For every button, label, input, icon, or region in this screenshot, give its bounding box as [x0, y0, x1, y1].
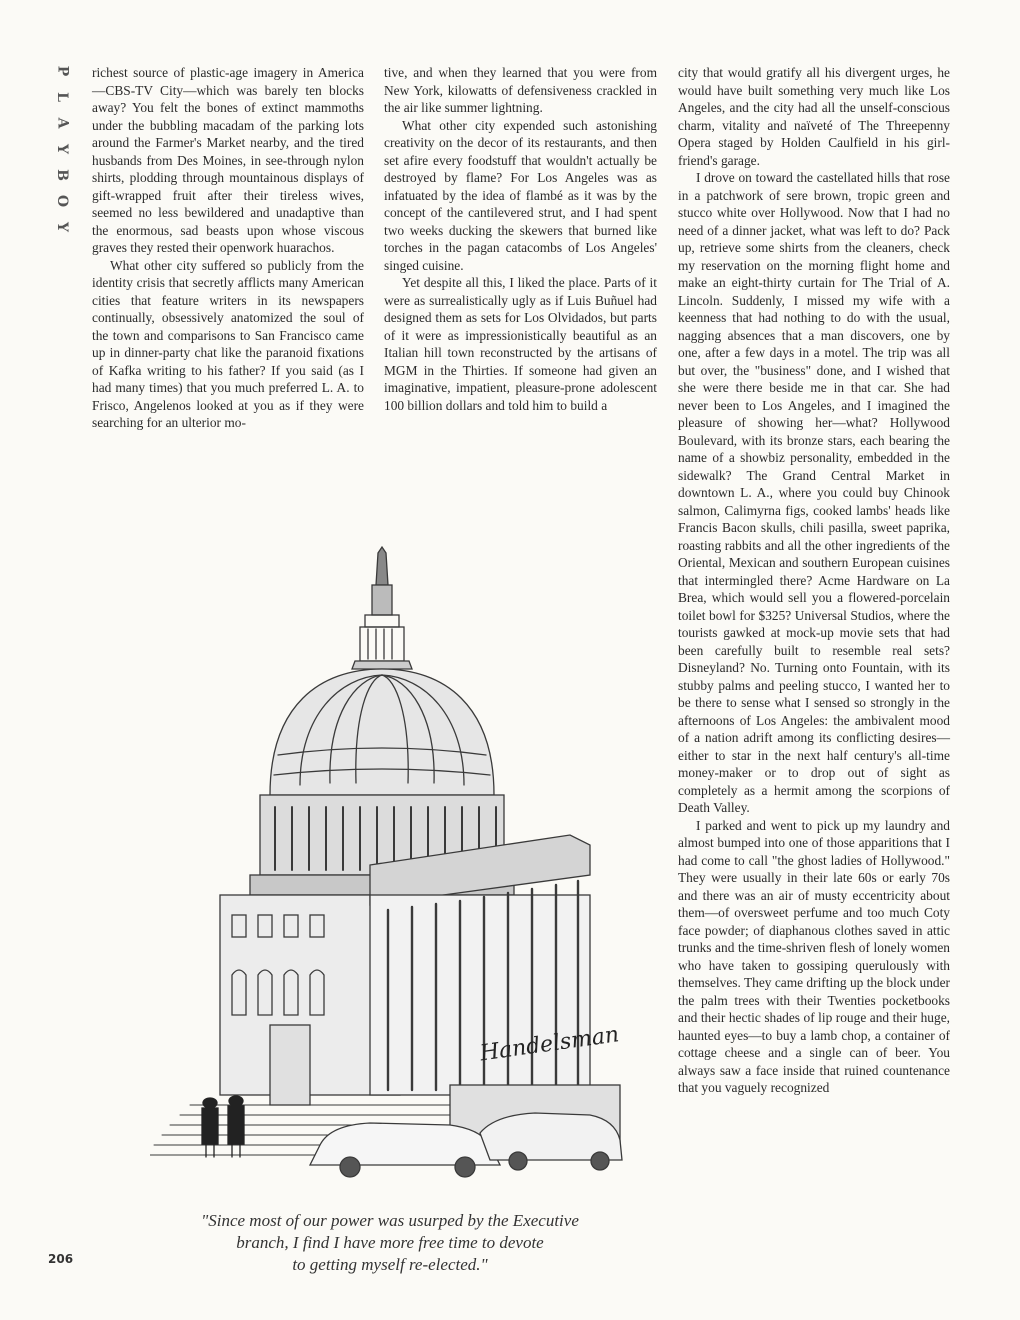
logo-letter: O	[53, 194, 70, 208]
paragraph: I parked and went to pick up my laundry and almost bumped into one of those apparitions that I had come to call "the ghost ladies of Hollywood." They were usually in their late 60s or early 70s and there was an air of musty eccentricity about them—of oversweet perfume and too much Coty face powder; of diaphanous clothes saved in attic trunks and the time-shriven flesh of lonely women who have taken to gossiping querulously with themselves. They came drifting up the block under the palm trees with their Twenties pocketbooks and their hectic shades of lip rouge and their huge, haunted eyes—to buy a lamb chop, a container of cottage cheese and a single can of beer. You always saw a face inside that ruined countenance that you vaguely recognized	[678, 817, 950, 1095]
logo-letter: Y	[54, 144, 70, 154]
logo-letter: Y	[54, 222, 70, 232]
column-2	[384, 64, 657, 414]
caption-line: to getting myself re-elected."	[292, 1255, 488, 1274]
paragraph: What other city expended such astonishing creativity on the decor of its restaurants, and then set afire every foodstuff that wouldn't actually be destroyed by flame? For Los Angeles was as infatuated by the idea of flambé as it was by the concept of the cantilevered strut, and I had spent two weeks ducking the skewers that burned like torches in the pagan catacombs of Los Angeles' singed cuisine.	[384, 117, 657, 273]
caption-line: "Since most of our power was usurped by the Executive	[201, 1211, 579, 1230]
logo-letter: L	[54, 92, 70, 102]
paragraph: richest source of plastic-age imagery in America—CBS-TV City—which was barely ten blocks away? You felt the bones of extinct mammoths under the bubbling macadam of the parking lots around the Farmer's Market nearby, and the tired husbands from Des Moines, in see-through nylon shirts, plodding through mountainous displays of gift-wrapped fruit after their tireless wives, seemed no less bewildered and unadaptive than the enormous, sad beasts upon whose viscous graves they rested their openwork huarachos.	[92, 65, 364, 255]
cartoon-caption	[120, 1210, 660, 1276]
caption-line: branch, I find I have more free time to devote	[236, 1233, 544, 1252]
capitol-cartoon	[150, 545, 630, 1205]
paragraph: city that would gratify all his divergent urges, he would have built something very much like Los Angeles, and the city had all the unself-conscious charm, vitality and naïveté of The Threepenny Opera staged by Holden Caulfield in his girl-friend's garage.	[678, 65, 950, 168]
magazine-logo	[52, 58, 72, 240]
paragraph: I drove on toward the castellated hills that rose in a patchwork of sere brown, tropic green and stucco white over Hollywood. Now that I had no need of a dinner jacket, what was left to do? Pack up, retrieve some shirts from the cleaners, check my reservation on the morning flight home and make an eight-thirty curtain for The Trial of A. Lincoln. Suddenly, I missed my wife with a keenness that had nothing to do with the usual, nagging absences that a man discovers, one by one, after a few days in a motel. The trip was all but over, the "business" done, and I wished that she were there beside me in that car. She had never been to Los Angeles, and I imagined the pleasure of showing her—what? Hollywood Boulevard, with its bronze stars, each bearing the name of a showbiz personality, embedded in the sidewalk? The Grand Central Market in downtown L. A., where you could buy Chinook salmon, Calimyrna figs, cooked lambs' heads like Francis Bacon skulls, chili pasilla, sweet paprika, roasting rabbits and all the other ingredients of the Oriental, Mexican and southern European cuisines that intermingled there? Acme Hardware on La Brea, which would sell you a flowered-porcelain toilet bowl for $325? Universal Studios, where the tourists gawked at mock-up movie sets that had been carefully built to resemble real sets? Disneyland? No. Turning onto Fountain, with its stubby palms and peeling stucco, I wanted her to be there to sense what I sensed so strongly in the afternoons of Los Angeles: the ambivalent mood of a nation adrift among its conflicting desires—either to star in the next half century's all-time money-maker or to drop out of sight as completely as a hermit among the scorpions of Death Valley.	[678, 170, 950, 815]
logo-letter: A	[54, 117, 70, 129]
cartoonist-signature: Handelsman	[478, 1022, 621, 1067]
paragraph: What other city suffered so publicly from the identity crisis that secretly afflicts many American cities that feature writers in its newspapers continually, obsessively anatomized the soul of the town and comparisons to San Francisco came up in dinner-party chat like the paranoid fixations of Kafka writing to his father? If you said (as I had many times) that you much preferred L. A. to Frisco, Angelenos looked at you as if they were searching for an ulterior mo-	[92, 257, 364, 430]
paragraph: tive, and when they learned that you were from New York, kilowatts of defensiveness crackled in the air like summer lightning.	[384, 65, 657, 115]
logo-letter: P	[54, 65, 70, 77]
column-3	[678, 64, 950, 1097]
page-number: 206	[48, 1252, 74, 1266]
paragraph: Yet despite all this, I liked the place. Parts of it were as surrealistically ugly as if Luis Buñuel had designed them as sets for Los Olvidados, but parts of it were as impressionistically beautiful as an Italian hill town reconstructed by the artisans of MGM in the Thirties. If someone had given an imaginative, impatient, pleasure-prone adolescent 100 billion dollars and told him to build a	[384, 275, 657, 413]
column-1	[92, 64, 364, 432]
logo-letter: B	[54, 169, 70, 181]
